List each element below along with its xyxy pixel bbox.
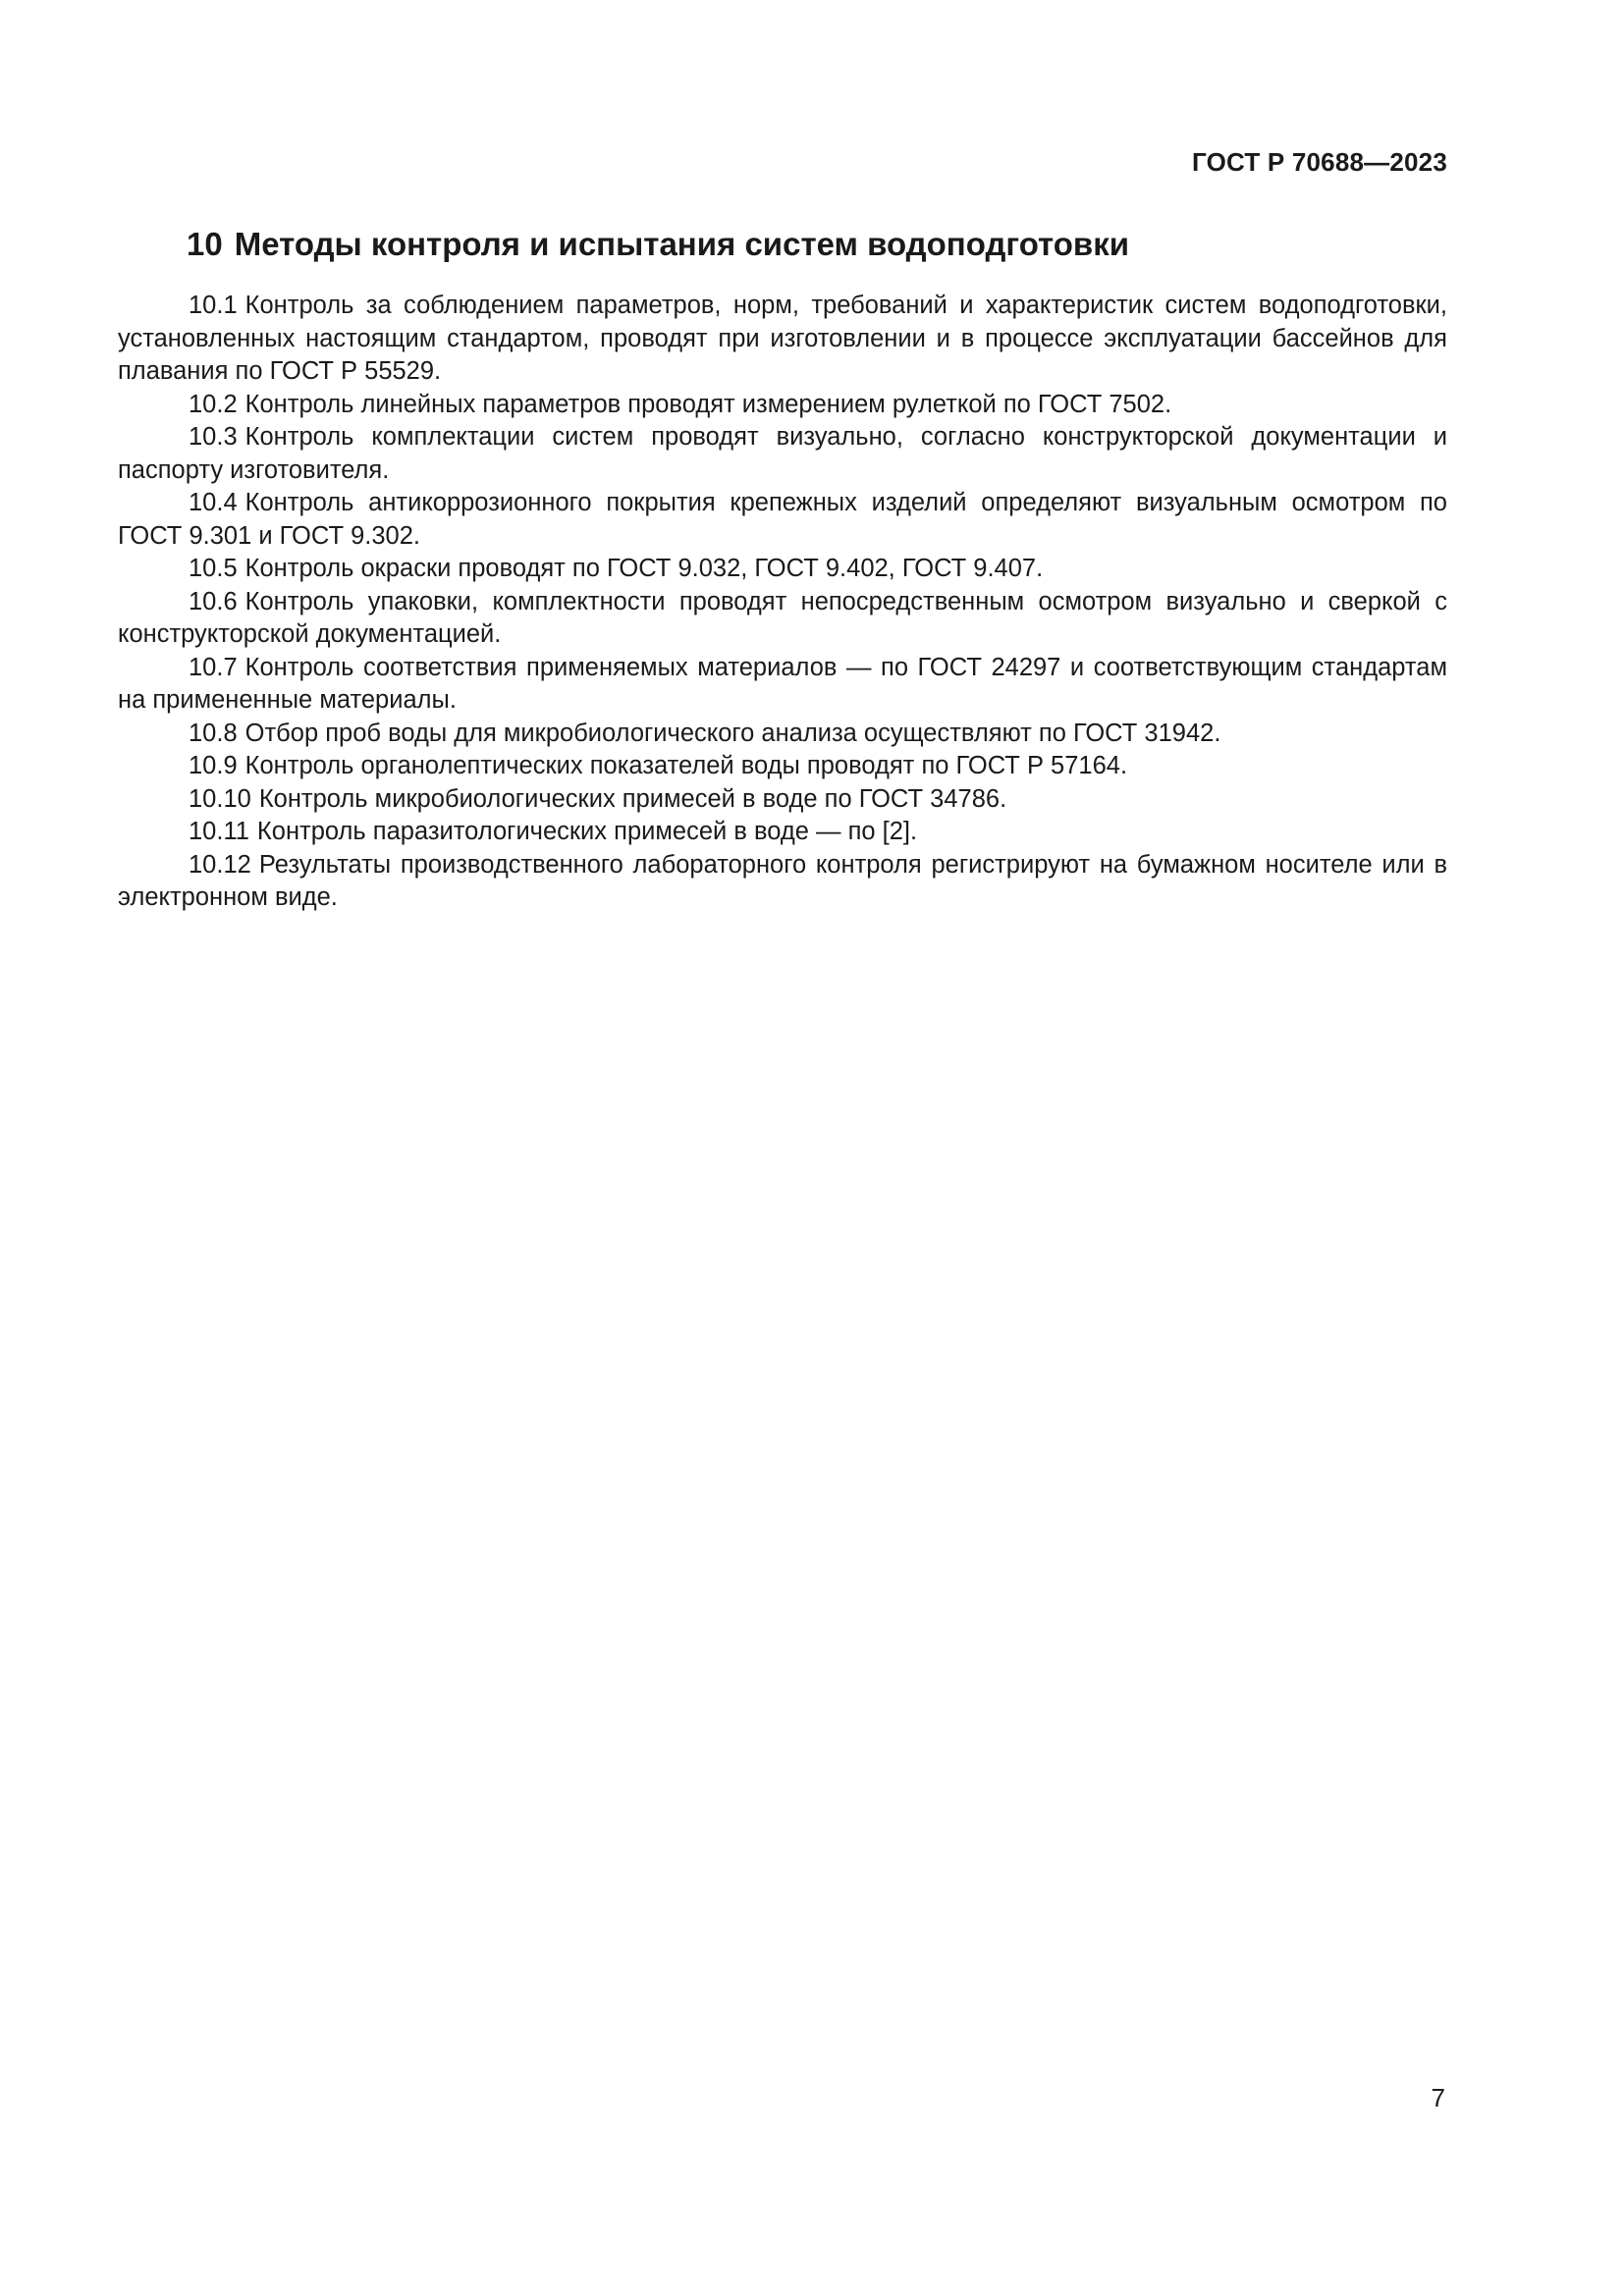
paragraph-10-7: [118, 652, 1447, 718]
paragraph-text: Контроль окраски проводят по ГОСТ 9.032, ГОСТ 9.402, ГОСТ 9.407.: [244, 555, 1044, 582]
paragraph-10-12: [118, 849, 1447, 915]
document-code: ГОСТ Р 70688—2023: [1192, 147, 1447, 177]
paragraph-text: Отбор проб воды для микробиологического анализа осуществляют по ГОСТ 31942.: [244, 719, 1221, 747]
paragraph-number: 10.8: [189, 719, 238, 747]
section-heading: [118, 223, 1447, 266]
paragraph-number: 10.2: [189, 390, 238, 418]
paragraph-10-11: [118, 816, 1447, 849]
paragraph-10-10: [118, 783, 1447, 817]
paragraph-number: 10.7: [189, 653, 238, 681]
paragraph-text: Контроль органолептических показателей воды проводят по ГОСТ Р 57164.: [244, 752, 1128, 779]
paragraph-10-3: [118, 421, 1447, 487]
paragraph-number: 10.12: [189, 850, 251, 879]
paragraph-text: Контроль антикоррозионного покрытия крепежных изделий определяют визуальным осмотром по ГОСТ 9.301 и ГОСТ 9.302.: [118, 489, 1447, 550]
paragraph-10-1: [118, 290, 1447, 389]
paragraph-number: 10.1: [189, 292, 238, 319]
paragraph-10-8: [118, 718, 1447, 751]
paragraph-number: 10.5: [189, 555, 238, 582]
paragraph-text: Контроль за соблюдением параметров, норм, требований и характеристик систем водоподготовки, установленных настоящим стандартом, проводят при изготовлении и в процессе эксплуатации бассейнов для плавания по ГОСТ Р 55529.: [118, 292, 1447, 385]
paragraph-10-6: [118, 586, 1447, 652]
paragraph-text: Результаты производственного лабораторного контроля регистрируют на бумажном носителе или в электронном виде.: [118, 850, 1447, 911]
paragraph-10-2: [118, 389, 1447, 422]
paragraph-10-4: [118, 487, 1447, 553]
paragraph-text: Контроль упаковки, комплектности проводят непосредственным осмотром визуально и сверкой с конструкторской документацией.: [118, 587, 1447, 648]
page-number: 7: [1431, 2083, 1445, 2112]
paragraph-number: 10.3: [189, 423, 238, 451]
paragraph-number: 10.6: [189, 587, 238, 615]
paragraph-text: Контроль соответствия применяемых материалов — по ГОСТ 24297 и соответствующим стандартам на примененные материалы.: [118, 653, 1447, 714]
paragraph-text: Контроль микробиологических примесей в воде по ГОСТ 34786.: [258, 784, 1007, 813]
paragraph-10-9: [118, 750, 1447, 783]
paragraph-text: Контроль комплектации систем проводят визуально, согласно конструкторской документации и паспорту изготовителя.: [118, 423, 1447, 484]
document-body: [118, 223, 1447, 915]
paragraph-number: 10.9: [189, 752, 238, 779]
paragraph-number: 10.4: [189, 489, 238, 516]
paragraph-number: 10.10: [189, 784, 251, 813]
paragraph-10-5: [118, 553, 1447, 586]
section-number: 10: [187, 226, 223, 262]
paragraph-number: 10.11: [189, 818, 249, 845]
section-title: Методы контроля и испытания систем водоподготовки: [234, 226, 1130, 262]
paragraph-text: Контроль линейных параметров проводят измерением рулеткой по ГОСТ 7502.: [244, 390, 1172, 418]
paragraph-text: Контроль паразитологических примесей в воде — по [2].: [256, 818, 918, 845]
